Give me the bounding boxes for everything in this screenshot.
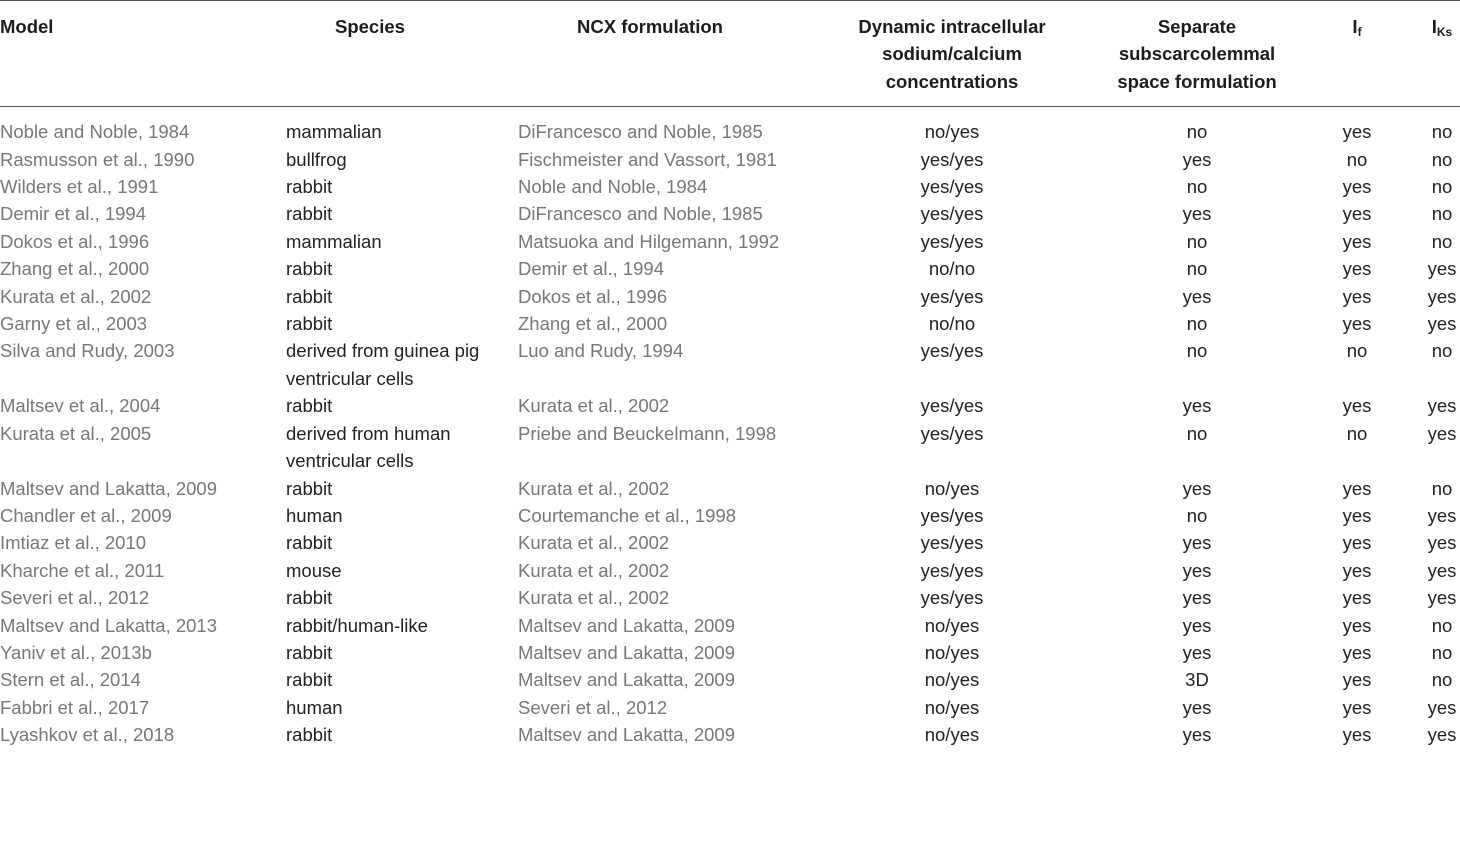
header-if-main: I bbox=[1352, 16, 1358, 37]
cell-iks-value: yes bbox=[1427, 532, 1457, 554]
cell-dynamic-concentrations: no/yes bbox=[924, 121, 980, 143]
table-row bbox=[0, 420, 1460, 475]
cell-subsarcolemmal-space: 3D bbox=[1185, 669, 1209, 691]
cell-dynamic-concentrations: yes/yes bbox=[920, 285, 984, 307]
cell-subsarcolemmal-space: no bbox=[1186, 422, 1208, 444]
cell-iks-value: yes bbox=[1427, 504, 1457, 526]
cell-ncx-formulation: Kurata et al., 2002 bbox=[518, 559, 670, 581]
cell-ncx-formulation: Maltsev and Lakatta, 2009 bbox=[518, 641, 736, 663]
table-row bbox=[0, 173, 1460, 200]
cell-model: Kurata et al., 2005 bbox=[0, 422, 152, 444]
cell-species: derived from human ventricular cells bbox=[286, 422, 451, 472]
cell-ncx-formulation: Noble and Noble, 1984 bbox=[518, 176, 708, 198]
cell-if: yes bbox=[1342, 587, 1372, 609]
table-row bbox=[0, 228, 1460, 255]
cell-iks-value: yes bbox=[1427, 587, 1457, 609]
cell-subsarcolemmal-space: no bbox=[1186, 230, 1208, 252]
cell-model: Severi et al., 2012 bbox=[0, 587, 150, 609]
cell-dynamic-concentrations: yes/yes bbox=[920, 504, 984, 526]
table-row bbox=[0, 529, 1460, 556]
cell-ncx-formulation: Courtemanche et al., 1998 bbox=[518, 504, 737, 526]
cell-if: yes bbox=[1342, 669, 1372, 691]
table-row bbox=[0, 107, 1460, 146]
cell-iks-value: yes bbox=[1427, 395, 1457, 417]
header-dynamic-line-3: concentrations bbox=[885, 70, 1019, 92]
cell-subsarcolemmal-space: no bbox=[1186, 340, 1208, 362]
cell-iks bbox=[1410, 146, 1460, 173]
cell-iks-value: yes bbox=[1427, 559, 1457, 581]
cell-species: rabbit bbox=[286, 176, 333, 198]
cell-dynamic-concentrations: yes/yes bbox=[920, 559, 984, 581]
cell-if: yes bbox=[1342, 614, 1372, 636]
cell-if: yes bbox=[1342, 477, 1372, 499]
cell-iks bbox=[1410, 173, 1460, 200]
cell-iks-value: no bbox=[1431, 669, 1453, 691]
cell-dynamic-concentrations: yes/yes bbox=[920, 395, 984, 417]
cell-iks bbox=[1410, 337, 1460, 392]
cell-if: yes bbox=[1342, 258, 1372, 280]
cell-model: Garny et al., 2003 bbox=[0, 313, 148, 335]
cell-dynamic-concentrations: yes/yes bbox=[920, 148, 984, 170]
cell-dynamic-concentrations: no/yes bbox=[924, 614, 980, 636]
cell-iks bbox=[1410, 255, 1460, 282]
header-if-sub: f bbox=[1357, 25, 1362, 39]
cell-if: yes bbox=[1342, 724, 1372, 746]
cell-if: yes bbox=[1342, 696, 1372, 718]
cell-species: mammalian bbox=[286, 121, 382, 143]
cell-ncx-formulation: Kurata et al., 2002 bbox=[518, 395, 670, 417]
table-row bbox=[0, 200, 1460, 227]
cell-species: human bbox=[286, 504, 343, 526]
cell-species: mammalian bbox=[286, 230, 382, 252]
cell-species: rabbit bbox=[286, 285, 333, 307]
cell-iks bbox=[1410, 475, 1460, 502]
cell-model: Zhang et al., 2000 bbox=[0, 258, 150, 280]
cell-dynamic-concentrations: no/yes bbox=[924, 669, 980, 691]
cell-subsarcolemmal-space: yes bbox=[1182, 724, 1212, 746]
cell-ncx-formulation: Kurata et al., 2002 bbox=[518, 587, 670, 609]
cell-species: rabbit bbox=[286, 532, 333, 554]
cell-species: rabbit bbox=[286, 203, 333, 225]
cell-ncx-formulation: Dokos et al., 1996 bbox=[518, 285, 668, 307]
cell-iks-value: no bbox=[1431, 641, 1453, 663]
table-row bbox=[0, 337, 1460, 392]
cell-dynamic-concentrations: yes/yes bbox=[920, 422, 984, 444]
cell-dynamic-concentrations: no/yes bbox=[924, 641, 980, 663]
cell-species: rabbit bbox=[286, 724, 333, 746]
cell-iks bbox=[1410, 557, 1460, 584]
cell-ncx-formulation: DiFrancesco and Noble, 1985 bbox=[518, 121, 763, 143]
header-ncx-formulation: NCX formulation bbox=[518, 1, 814, 107]
table-row bbox=[0, 310, 1460, 337]
cell-iks-value: yes bbox=[1427, 313, 1457, 335]
cell-model: Maltsev et al., 2004 bbox=[0, 395, 161, 417]
table-row bbox=[0, 721, 1460, 748]
table-row bbox=[0, 502, 1460, 529]
cell-dynamic-concentrations: yes/yes bbox=[920, 230, 984, 252]
cell-subsarcolemmal-space: no bbox=[1186, 176, 1208, 198]
header-if bbox=[1304, 1, 1410, 107]
cell-subsarcolemmal-space: yes bbox=[1182, 285, 1212, 307]
header-subsarc-line-1: Separate bbox=[1157, 16, 1237, 37]
table-row bbox=[0, 666, 1460, 693]
table-row bbox=[0, 612, 1460, 639]
table-body bbox=[0, 107, 1460, 749]
cell-iks-value: no bbox=[1431, 203, 1453, 225]
table-header bbox=[0, 1, 1460, 107]
cell-dynamic-concentrations: yes/yes bbox=[920, 340, 984, 362]
table-row bbox=[0, 475, 1460, 502]
table-row bbox=[0, 283, 1460, 310]
cell-iks-value: no bbox=[1431, 614, 1453, 636]
cell-dynamic-concentrations: no/no bbox=[928, 258, 976, 280]
table-row bbox=[0, 255, 1460, 282]
cell-if: yes bbox=[1342, 285, 1372, 307]
cell-species: human bbox=[286, 696, 343, 718]
cell-iks bbox=[1410, 721, 1460, 748]
cell-iks-value: yes bbox=[1427, 422, 1457, 444]
header-subsarc-line-2: subscarcolemmal bbox=[1118, 43, 1276, 65]
cell-iks-value: no bbox=[1431, 230, 1453, 252]
cell-dynamic-concentrations: yes/yes bbox=[920, 587, 984, 609]
cell-ncx-formulation: Luo and Rudy, 1994 bbox=[518, 340, 684, 362]
cell-subsarcolemmal-space: yes bbox=[1182, 559, 1212, 581]
cell-if: yes bbox=[1342, 504, 1372, 526]
cell-species: rabbit bbox=[286, 258, 333, 280]
header-model: Model bbox=[0, 1, 286, 107]
cell-ncx-formulation: Kurata et al., 2002 bbox=[518, 532, 670, 554]
cell-if: yes bbox=[1342, 230, 1372, 252]
cell-iks-value: no bbox=[1431, 121, 1453, 143]
cell-model: Kurata et al., 2002 bbox=[0, 285, 152, 307]
cell-dynamic-concentrations: no/yes bbox=[924, 477, 980, 499]
table-row bbox=[0, 639, 1460, 666]
cell-ncx-formulation: Maltsev and Lakatta, 2009 bbox=[518, 614, 736, 636]
cell-model: Stern et al., 2014 bbox=[0, 669, 141, 691]
cell-if: yes bbox=[1342, 203, 1372, 225]
cell-model: Rasmusson et al., 1990 bbox=[0, 148, 195, 170]
cell-iks bbox=[1410, 392, 1460, 419]
header-subsarc-line-3: space formulation bbox=[1117, 70, 1277, 92]
cell-iks bbox=[1410, 107, 1460, 146]
cell-ncx-formulation: Zhang et al., 2000 bbox=[518, 313, 668, 335]
cell-subsarcolemmal-space: no bbox=[1186, 258, 1208, 280]
cell-dynamic-concentrations: yes/yes bbox=[920, 176, 984, 198]
cell-species: rabbit bbox=[286, 313, 333, 335]
cell-iks bbox=[1410, 584, 1460, 611]
table-row bbox=[0, 392, 1460, 419]
header-dynamic-line-1: Dynamic intracellular bbox=[858, 16, 1046, 37]
cell-iks bbox=[1410, 420, 1460, 475]
header-iks bbox=[1410, 1, 1460, 107]
cell-iks bbox=[1410, 310, 1460, 337]
cell-species: bullfrog bbox=[286, 148, 347, 170]
table-row bbox=[0, 557, 1460, 584]
table-row bbox=[0, 146, 1460, 173]
cell-subsarcolemmal-space: yes bbox=[1182, 696, 1212, 718]
cell-model: Maltsev and Lakatta, 2009 bbox=[0, 477, 218, 499]
cell-iks-value: yes bbox=[1427, 724, 1457, 746]
cell-if: yes bbox=[1342, 121, 1372, 143]
cell-model: Silva and Rudy, 2003 bbox=[0, 340, 175, 362]
cell-ncx-formulation: Kurata et al., 2002 bbox=[518, 477, 670, 499]
cell-iks-value: no bbox=[1431, 340, 1453, 362]
header-dynamic-concentrations bbox=[814, 1, 1090, 107]
cell-iks bbox=[1410, 666, 1460, 693]
cell-iks bbox=[1410, 200, 1460, 227]
cell-if: yes bbox=[1342, 176, 1372, 198]
cell-model: Noble and Noble, 1984 bbox=[0, 121, 190, 143]
cell-model: Demir et al., 1994 bbox=[0, 203, 147, 225]
cell-ncx-formulation: Severi et al., 2012 bbox=[518, 696, 668, 718]
cell-ncx-formulation: Maltsev and Lakatta, 2009 bbox=[518, 724, 736, 746]
cell-subsarcolemmal-space: yes bbox=[1182, 532, 1212, 554]
cell-model: Yaniv et al., 2013b bbox=[0, 641, 152, 663]
cell-ncx-formulation: Demir et al., 1994 bbox=[518, 258, 665, 280]
cell-species: mouse bbox=[286, 559, 342, 581]
cell-iks bbox=[1410, 529, 1460, 556]
cell-model: Wilders et al., 1991 bbox=[0, 176, 159, 198]
cell-model: Chandler et al., 2009 bbox=[0, 504, 172, 526]
header-iks-main: I bbox=[1431, 16, 1437, 37]
cell-ncx-formulation: Fischmeister and Vassort, 1981 bbox=[518, 148, 777, 170]
cell-model: Maltsev and Lakatta, 2013 bbox=[0, 614, 218, 636]
cell-dynamic-concentrations: yes/yes bbox=[920, 532, 984, 554]
cell-if: yes bbox=[1342, 641, 1372, 663]
cell-subsarcolemmal-space: yes bbox=[1182, 614, 1212, 636]
cell-iks-value: no bbox=[1431, 477, 1453, 499]
cell-if: no bbox=[1346, 422, 1368, 444]
cell-model: Lyashkov et al., 2018 bbox=[0, 724, 175, 746]
cell-iks-value: yes bbox=[1427, 696, 1457, 718]
cell-species: rabbit/human-like bbox=[286, 614, 428, 636]
cell-model: Fabbri et al., 2017 bbox=[0, 696, 150, 718]
cell-if: yes bbox=[1342, 395, 1372, 417]
cell-if: yes bbox=[1342, 559, 1372, 581]
cell-if: yes bbox=[1342, 313, 1372, 335]
cell-dynamic-concentrations: no/no bbox=[928, 313, 976, 335]
header-subsarcolemmal-space bbox=[1090, 1, 1304, 107]
header-row bbox=[0, 1, 1460, 107]
cell-if: yes bbox=[1342, 532, 1372, 554]
cell-iks bbox=[1410, 283, 1460, 310]
header-iks-sub: Ks bbox=[1436, 25, 1453, 39]
cell-subsarcolemmal-space: yes bbox=[1182, 203, 1212, 225]
cell-species: rabbit bbox=[286, 669, 333, 691]
cell-subsarcolemmal-space: no bbox=[1186, 121, 1208, 143]
cell-iks-value: no bbox=[1431, 148, 1453, 170]
cell-iks bbox=[1410, 639, 1460, 666]
cell-species: rabbit bbox=[286, 587, 333, 609]
header-species: Species bbox=[286, 1, 518, 107]
cell-if: no bbox=[1346, 340, 1368, 362]
table-row bbox=[0, 584, 1460, 611]
cell-species: rabbit bbox=[286, 477, 333, 499]
cell-ncx-formulation: Matsuoka and Hilgemann, 1992 bbox=[518, 230, 780, 252]
header-dynamic-line-2: sodium/calcium bbox=[882, 43, 1022, 65]
cell-ncx-formulation: Maltsev and Lakatta, 2009 bbox=[518, 669, 736, 691]
cell-iks-value: yes bbox=[1427, 258, 1457, 280]
cell-dynamic-concentrations: no/yes bbox=[924, 724, 980, 746]
cell-subsarcolemmal-space: no bbox=[1186, 313, 1208, 335]
cell-subsarcolemmal-space: yes bbox=[1182, 395, 1212, 417]
cell-iks bbox=[1410, 612, 1460, 639]
cell-subsarcolemmal-space: no bbox=[1186, 504, 1208, 526]
cell-dynamic-concentrations: yes/yes bbox=[920, 203, 984, 225]
table-row bbox=[0, 694, 1460, 721]
cell-if: no bbox=[1346, 148, 1368, 170]
cell-ncx-formulation: Priebe and Beuckelmann, 1998 bbox=[518, 422, 777, 444]
cell-iks bbox=[1410, 228, 1460, 255]
cell-subsarcolemmal-space: yes bbox=[1182, 148, 1212, 170]
cell-species: rabbit bbox=[286, 395, 333, 417]
cell-subsarcolemmal-space: yes bbox=[1182, 477, 1212, 499]
cell-subsarcolemmal-space: yes bbox=[1182, 587, 1212, 609]
cell-iks bbox=[1410, 694, 1460, 721]
cell-species: rabbit bbox=[286, 641, 333, 663]
cell-iks bbox=[1410, 502, 1460, 529]
cell-iks-value: no bbox=[1431, 176, 1453, 198]
cell-dynamic-concentrations: no/yes bbox=[924, 696, 980, 718]
cell-iks-value: yes bbox=[1427, 285, 1457, 307]
cell-model: Dokos et al., 1996 bbox=[0, 230, 150, 252]
cell-subsarcolemmal-space: yes bbox=[1182, 641, 1212, 663]
cell-ncx-formulation: DiFrancesco and Noble, 1985 bbox=[518, 203, 763, 225]
cell-model: Kharche et al., 2011 bbox=[0, 559, 165, 581]
cell-model: Imtiaz et al., 2010 bbox=[0, 532, 147, 554]
cell-species: derived from guinea pig ventricular cells bbox=[286, 340, 480, 389]
